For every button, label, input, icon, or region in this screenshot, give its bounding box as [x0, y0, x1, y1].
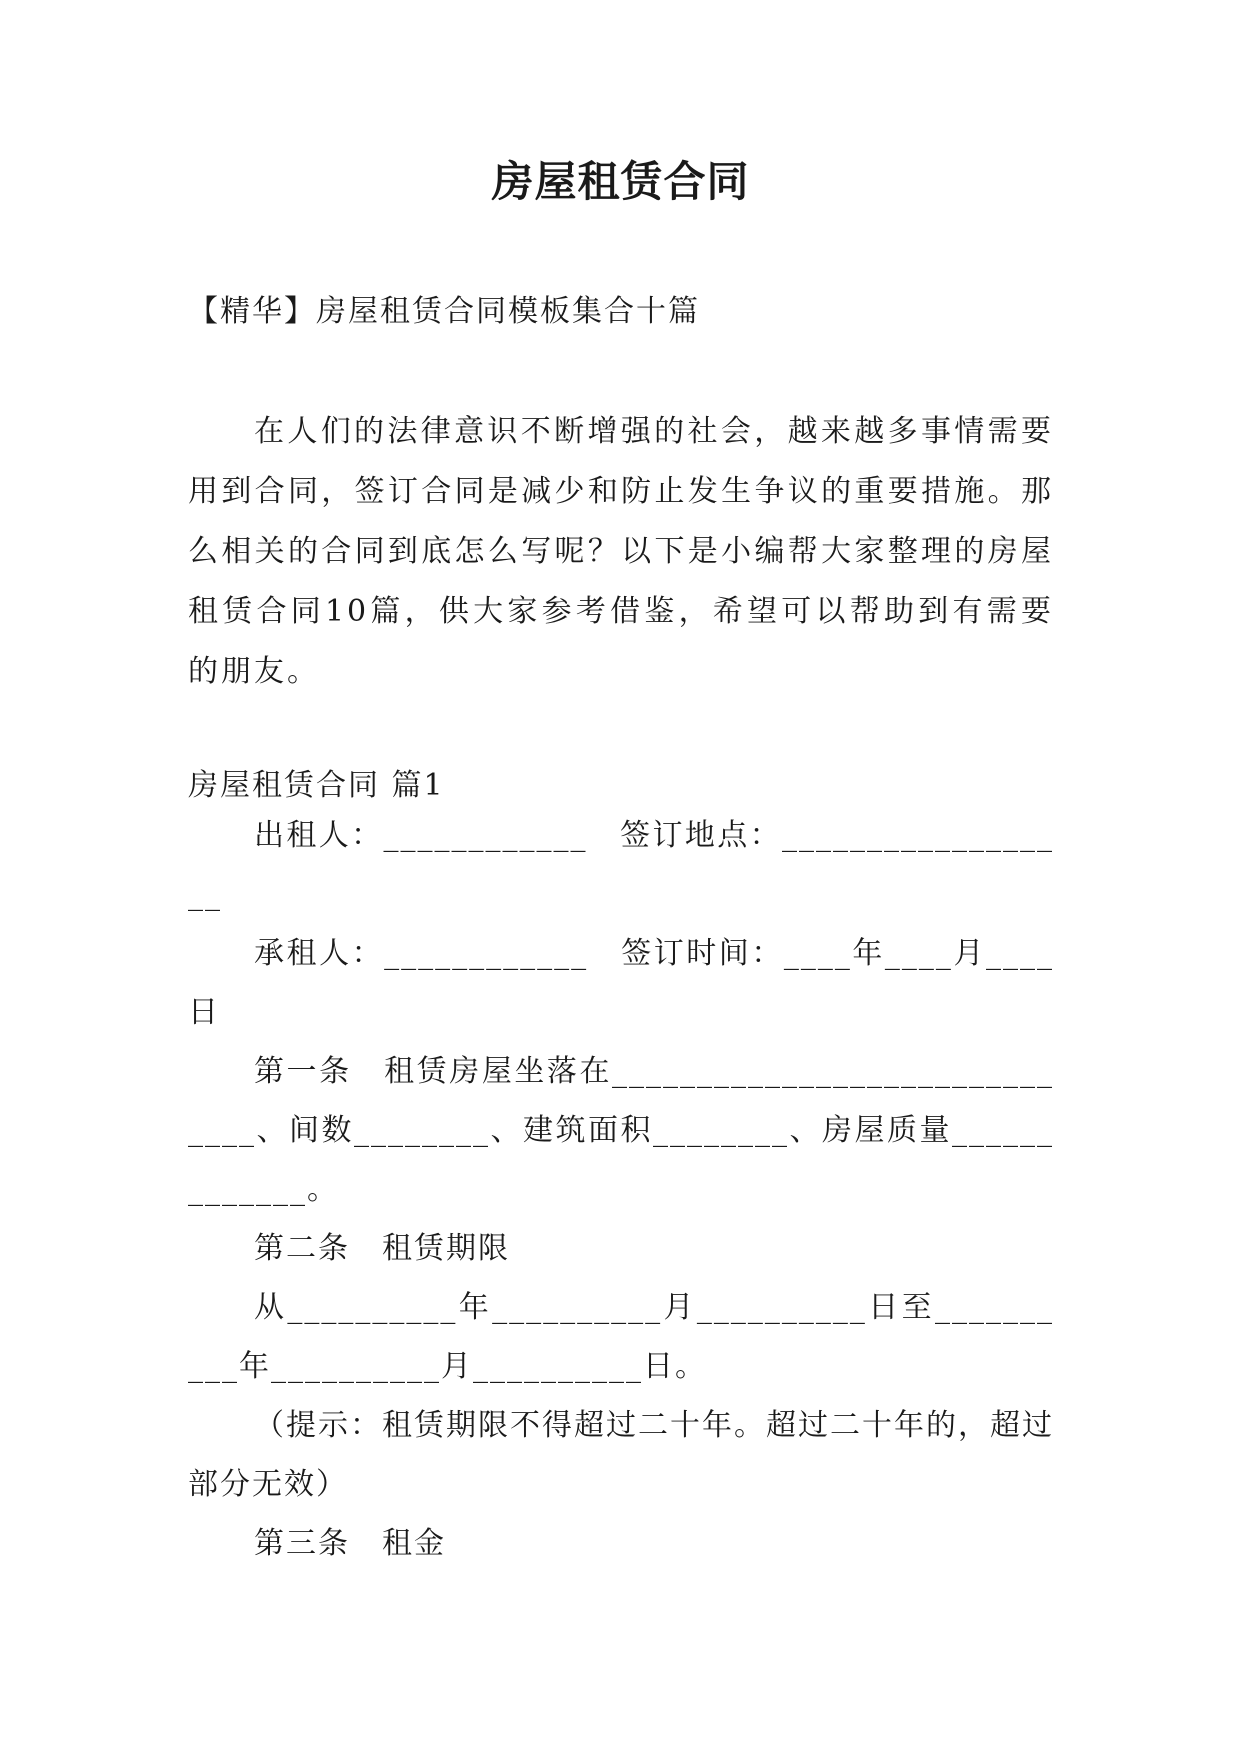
lessee-line: 承租人：____________ 签订时间：____年____月____日 [188, 936, 1054, 1030]
document-subtitle: 【精华】房屋租赁合同模板集合十篇 [188, 294, 700, 329]
lessor-line: 出租人：____________ 签订地点：__________________ [188, 818, 1054, 912]
lease-term-line: 从__________年__________月__________日至__________年__________月__________日。 [188, 1290, 1054, 1384]
lease-term-note: （提示：租赁期限不得超过二十年。超过二十年的，超过部分无效） [188, 1408, 1054, 1502]
document-title: 房屋租赁合同 [491, 157, 750, 206]
section-heading: 房屋租赁合同 篇1 [188, 768, 445, 803]
clause-1: 第一条 租赁房屋坐落在______________________________、间数________、建筑面积________、房屋质量_____________。 [188, 1054, 1054, 1207]
clause-2-heading: 第二条 租赁期限 [254, 1231, 510, 1266]
intro-paragraph: 在人们的法律意识不断增强的社会，越来越多事情需要用到合同，签订合同是减少和防止发生争议的重要措施。那么相关的合同到底怎么写呢？以下是小编帮大家整理的房屋租赁合同10篇，供大家参考借鉴，希望可以帮助到有需要的朋友。 [188, 414, 1054, 689]
contract-clauses [188, 806, 1054, 1573]
clause-3-heading: 第三条 租金 [254, 1526, 446, 1561]
